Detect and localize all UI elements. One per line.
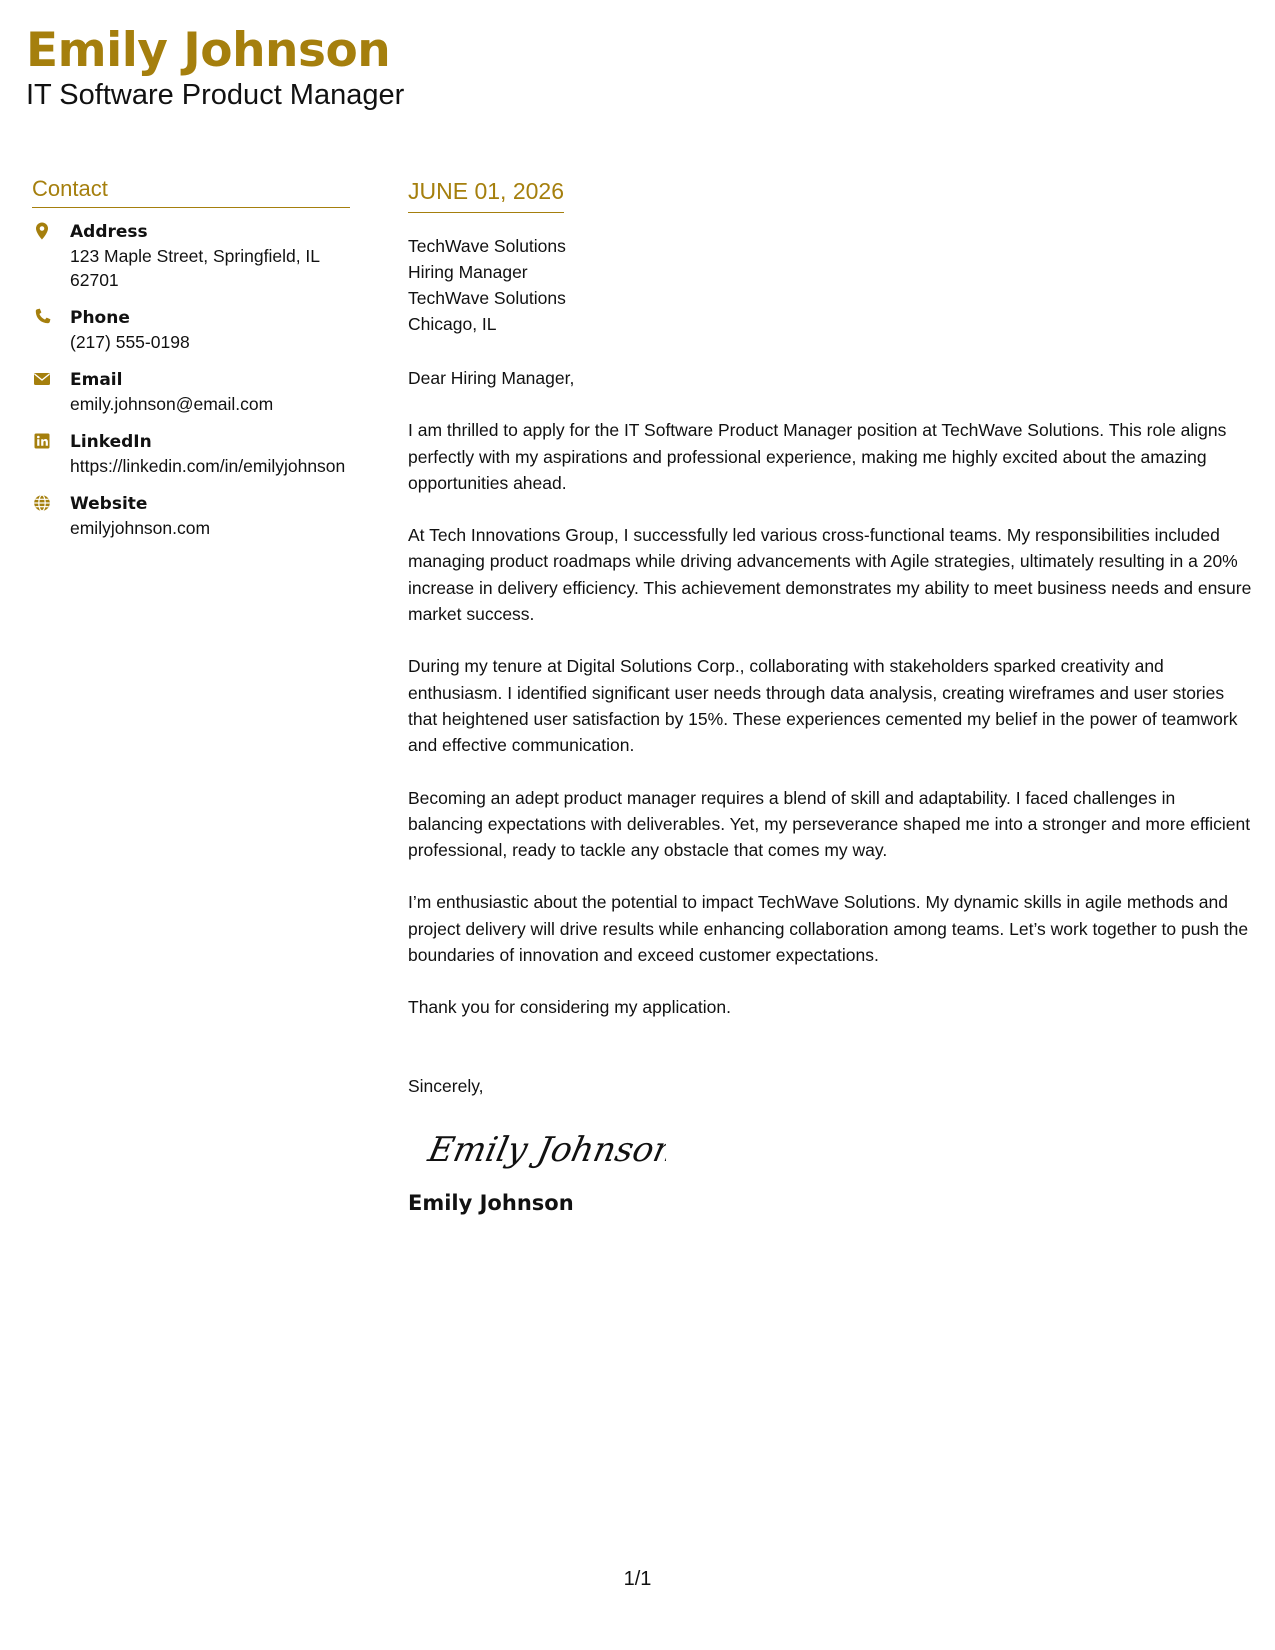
email-label: Email xyxy=(70,370,123,390)
body-paragraph: Becoming an adept product manager requires a blend of skill and adaptability. I faced challenges in balancing expectations with deliverables. Yet, my perseverance shaped me into a stronger and more efficient professional, ready to tackle any obstacle that comes my way. xyxy=(408,787,1251,861)
linkedin-icon xyxy=(32,431,52,451)
linkedin-value: https://linkedin.com/in/emilyjohnson xyxy=(70,456,346,476)
header xyxy=(26,22,404,112)
recipient-line: TechWave Solutions xyxy=(408,236,566,256)
website-label: Website xyxy=(70,494,148,514)
body-paragraph: I’m enthusiastic about the potential to impact TechWave Solutions. My dynamic skills in agile methods and project delivery will drive results while enhancing collaboration among teams. Let’s work together to push the boundaries of innovation and exceed customer expectations. xyxy=(408,892,1249,966)
website-value: emilyjohnson.com xyxy=(70,518,211,538)
thanks-line: Thank you for considering my application. xyxy=(408,997,731,1018)
body-paragraph: At Tech Innovations Group, I successfully led various cross-functional teams. My responsibilities included managing product roadmaps while driving advancements with Agile strategies, ultimately resulting in a 20% increase in delivery efficiency. This achievement demonstrates my ability to meet business needs and ensure market success. xyxy=(408,525,1252,625)
signature-image xyxy=(426,1117,666,1177)
envelope-icon xyxy=(32,369,52,389)
applicant-name: Emily Johnson xyxy=(26,23,391,78)
recipient-line: Chicago, IL xyxy=(408,314,497,334)
globe-icon xyxy=(32,493,52,513)
address-value: 123 Maple Street, Springfield, IL 62701 xyxy=(70,246,320,290)
greeting: Dear Hiring Manager, xyxy=(408,368,575,388)
linkedin-label: LinkedIn xyxy=(70,432,152,452)
letter-date: JUNE 01, 2026 xyxy=(408,178,564,204)
letter-body xyxy=(408,176,1253,1215)
email-value: emily.johnson@email.com xyxy=(70,394,274,414)
contact-website xyxy=(32,492,350,540)
contact-sidebar xyxy=(32,176,350,554)
body-paragraph: I am thrilled to apply for the IT Software Product Manager position at TechWave Solutions. This role aligns perfectly with my aspirations and professional experience, making me highly excited about the amazing opportunities ahead. xyxy=(408,420,1227,493)
date-block xyxy=(408,176,564,213)
signature-text: Emily Johnson xyxy=(426,1129,666,1170)
signer-name: Emily Johnson xyxy=(408,1190,574,1215)
recipient-block xyxy=(408,233,1253,337)
closing: Sincerely, xyxy=(408,1075,484,1096)
page-number: 1/1 xyxy=(623,1568,652,1590)
map-pin-icon xyxy=(32,221,52,241)
contact-linkedin xyxy=(32,430,350,478)
phone-value: (217) 555-0198 xyxy=(70,332,190,352)
recipient-line: Hiring Manager xyxy=(408,262,528,282)
phone-label: Phone xyxy=(70,308,130,328)
address-label: Address xyxy=(70,222,148,242)
contact-address xyxy=(32,220,350,292)
contact-email xyxy=(32,368,350,416)
phone-icon xyxy=(32,307,52,327)
recipient-line: TechWave Solutions xyxy=(408,288,566,308)
contact-section-title: Contact xyxy=(32,176,350,208)
applicant-role: IT Software Product Manager xyxy=(26,79,405,111)
contact-phone xyxy=(32,306,350,354)
body-paragraph: During my tenure at Digital Solutions Corp., collaborating with stakeholders sparked creativity and enthusiasm. I identified significant user needs through data analysis, creating wireframes and user stories that heightened user satisfaction by 15%. These experiences cemented my belief in the power of teamwork and effective communication. xyxy=(408,656,1238,756)
